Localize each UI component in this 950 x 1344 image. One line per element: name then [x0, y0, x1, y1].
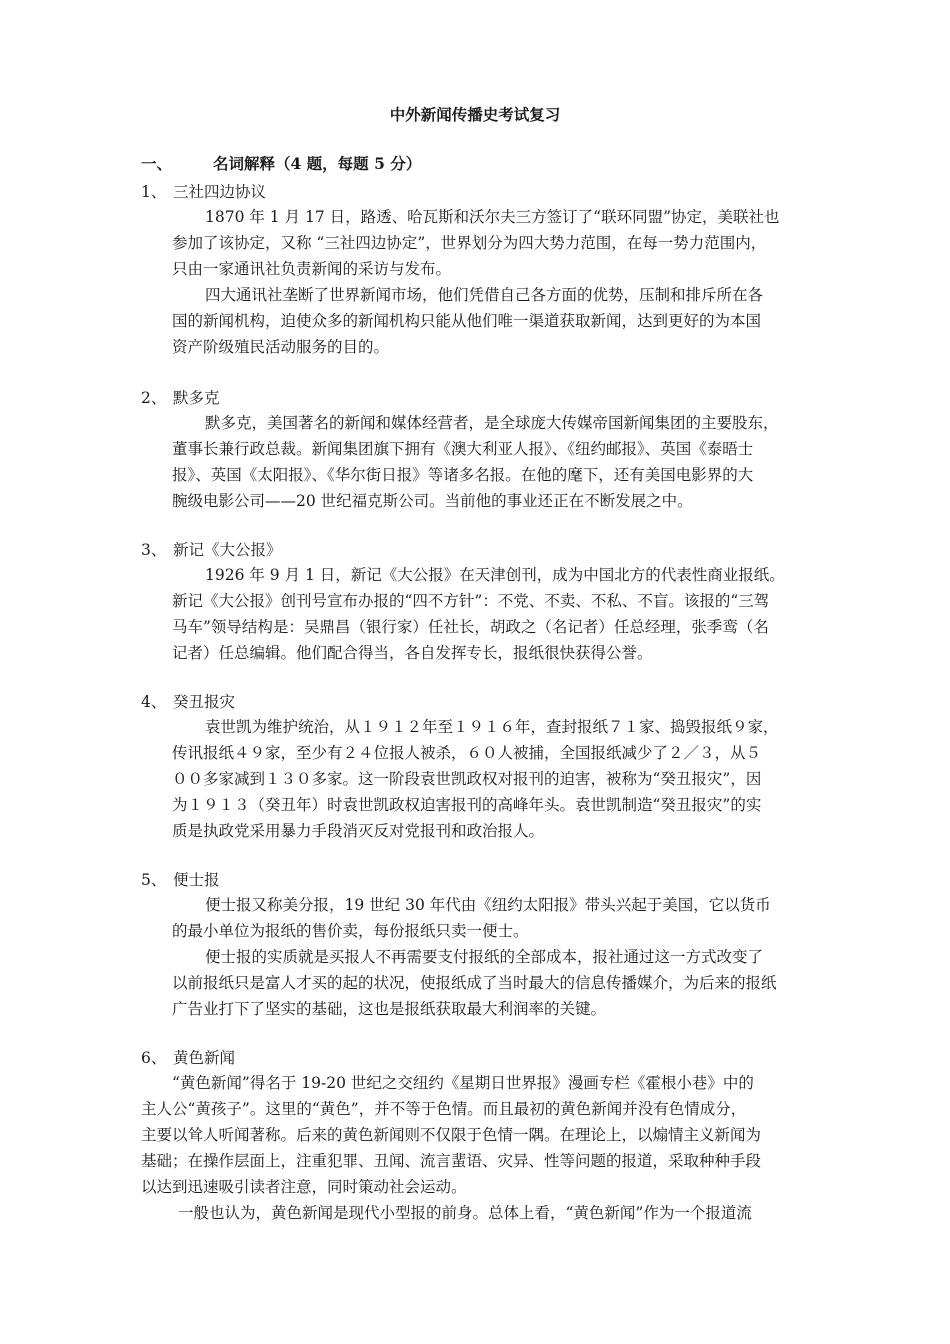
paragraph-line: 腕级电影公司——20 世纪福克斯公司。当前他的事业还正在不断发展之中。	[172, 492, 693, 510]
paragraph-line: 董事长兼行政总裁。新闻集团旗下拥有《澳大利亚人报》、《纽约邮报》、英国《泰晤士	[172, 440, 754, 458]
paragraph-line: 资产阶级殖民活动服务的目的。	[172, 338, 390, 356]
paragraph-line: 质是执政党采用暴力手段消灭反对党报刊和政治报人。	[172, 822, 545, 840]
paragraph-line: 便士报又称美分报，19 世纪 30 年代由《纽约太阳报》带头兴起于美国，它以货币	[205, 896, 771, 914]
paragraph-line: 以前报纸只是富人才买的起的状况，使报纸成了当时最大的信息传播媒介，为后来的报纸	[172, 974, 777, 992]
section-label: 名词解释（4 题，每题 5 分）	[213, 154, 422, 173]
item-title: 便士报	[173, 871, 220, 889]
item-number: 4、	[141, 693, 167, 711]
item-title: 默多克	[173, 389, 220, 407]
paragraph-line: 主要以耸人听闻著称。后来的黄色新闻则不仅限于色情一隅。在理论上，以煽情主义新闻为	[141, 1126, 762, 1144]
item-number: 6、	[141, 1049, 167, 1067]
item-heading	[141, 386, 220, 408]
paragraph-line: 以达到迅速吸引读者注意，同时策动社会运动。	[141, 1178, 467, 1196]
item-title: 癸丑报灾	[173, 693, 236, 711]
item-number: 5、	[141, 871, 167, 889]
paragraph-line: ００多家减到１３０多家。这一阶段袁世凯政权对报刊的迫害，被称为“癸丑报灾”，因	[172, 770, 762, 788]
section-number: 一、	[141, 154, 173, 173]
paragraph-line: 传讯报纸４９家，至少有２４位报人被杀，６０人被捕，全国报纸减少了２／３，从５	[172, 744, 762, 762]
item-title: 新记《大公报》	[173, 541, 282, 559]
paragraph-line: 记者）任总编辑。他们配合得当，各自发挥专长，报纸很快获得公誉。	[172, 644, 653, 662]
paragraph-line: 的最小单位为报纸的售价卖，每份报纸只卖一便士。	[172, 922, 529, 940]
paragraph-line: 袁世凯为维护统治，从１９１２年至１９１６年，查封报纸７１家、捣毁报纸９家，	[205, 718, 779, 736]
paragraph-line: 报》、英国《太阳报》、《华尔街日报》等诸多名报。在他的麾下，还有美国电影界的大	[172, 466, 754, 484]
item-heading	[141, 180, 266, 202]
item-number: 3、	[141, 541, 167, 559]
section-heading	[141, 152, 421, 174]
paragraph-line: 1926 年 9 月 1 日，新记《大公报》在天津创刊，成为中国北方的代表性商业报纸。	[205, 566, 785, 584]
paragraph-line: 一般也认为，黄色新闻是现代小型报的前身。总体上看，“黄色新闻”作为一个报道流	[178, 1204, 752, 1222]
paragraph-line: 新记《大公报》创刊号宣布办报的“四不方针”：不党、不卖、不私、不盲。该报的“三驾	[172, 592, 770, 610]
paragraph-line: 为１９１３（癸丑年）时袁世凯政权迫害报刊的高峰年头。袁世凯制造“癸丑报灾”的实	[172, 796, 762, 814]
item-title: 三社四边协议	[173, 183, 267, 201]
paragraph-line: 马车”领导结构是：吴鼎昌（银行家）任社长，胡政之（名记者）任总经理，张季鸾（名	[172, 618, 769, 636]
item-title: 黄色新闻	[173, 1049, 236, 1067]
paragraph-line: 只由一家通讯社负责新闻的采访与发布。	[172, 260, 452, 278]
paragraph-line: 基础；在操作层面上，注重犯罪、丑闻、流言蜚语、灾异、性等问题的报道，采取种种手段	[141, 1152, 762, 1170]
item-heading	[141, 1046, 235, 1068]
paragraph-line: 默多克，美国著名的新闻和媒体经营者，是全球庞大传媒帝国新闻集团的主要股东，	[205, 414, 779, 432]
paragraph-line: “黄色新闻”得名于 19-20 世纪之交纽约《星期日世界报》漫画专栏《霍根小巷》中的	[172, 1074, 754, 1092]
item-number: 1、	[141, 183, 167, 201]
paragraph-line: 1870 年 1 月 17 日，路透、哈瓦斯和沃尔夫三方签订了“联环同盟”协定，美联社也	[205, 208, 780, 226]
paragraph-line: 参加了该协定，又称 “三社四边协定”，世界划分为四大势力范围，在每一势力范围内，	[172, 234, 767, 252]
item-heading	[141, 868, 220, 890]
item-heading	[141, 690, 235, 712]
paragraph-line: 广告业打下了坚实的基础，这也是报纸获取最大利润率的关键。	[172, 1000, 607, 1018]
page-title: 中外新闻传播史考试复习	[389, 105, 561, 124]
item-heading	[141, 538, 282, 560]
item-number: 2、	[141, 389, 167, 407]
paragraph-line: 国的新闻机构，迫使众多的新闻机构只能从他们唯一渠道获取新闻，达到更好的为本国	[172, 312, 762, 330]
paragraph-line: 主人公“黄孩子”。这里的“黄色”，并不等于色情。而且最初的黄色新闻并没有色情成分，	[141, 1100, 747, 1118]
paragraph-line: 便士报的实质就是买报人不再需要支付报纸的全部成本，报社通过这一方式改变了	[205, 948, 764, 966]
paragraph-line: 四大通讯社垄断了世界新闻市场，他们凭借自己各方面的优势，压制和排斥所在各	[205, 286, 764, 304]
